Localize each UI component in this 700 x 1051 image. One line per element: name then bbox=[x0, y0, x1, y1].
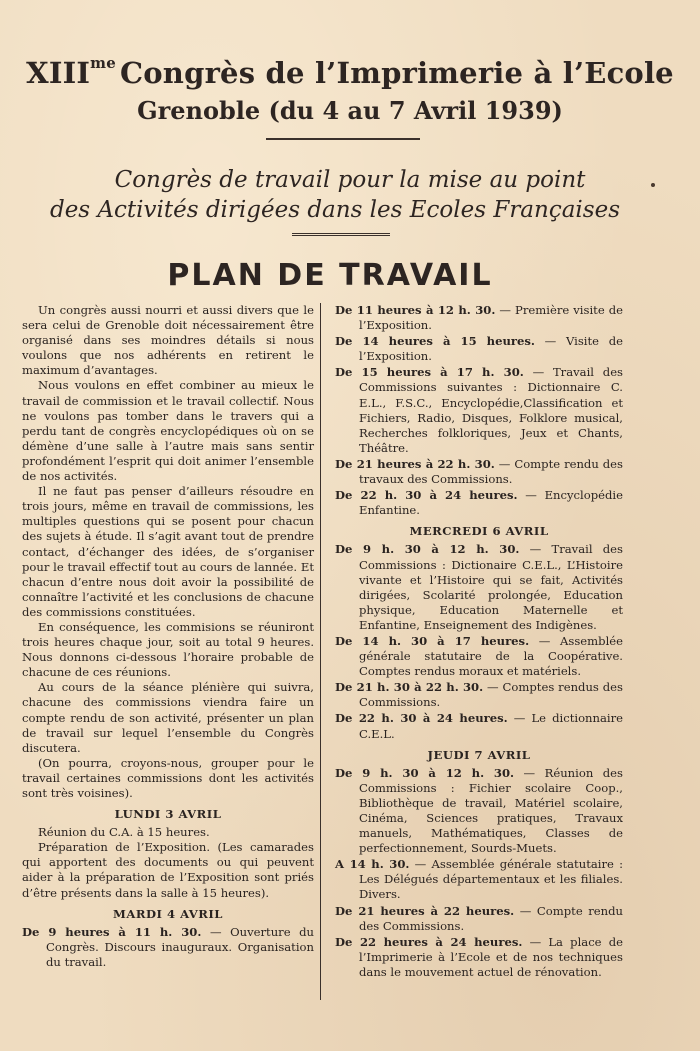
intro-paragraph: Il ne faut pas penser d’ailleurs résoudre en trois jours, même en travail de commissions, les multiples questions qui se posent pour chacun des sujets à étude. Il s’agit avant tout de prendre contact, d’échanger des idées, de s’organiser pour le travail effectif tout au cours de lannée. Et chacun d’entre nous doit avoir la possibilité de connaître l’activité et les conclusions de chacune des commissions constituées. bbox=[22, 484, 314, 619]
entry-text: — Visite de l’Exposition. bbox=[359, 334, 624, 364]
entry-text: — Réunion des Commissions : Fichier scolaire Coop., Bibliothèque de travail, Matériel scolaire, Cinéma, Sciences pratiques, Travaux manuels, Mathématiques, Classes de perfectionnement, Sourds-Muets. bbox=[359, 765, 623, 856]
entry-text: — Assemblée générale statutaire de la Coopérative. Comptes rendus moraux et matériels. bbox=[359, 633, 624, 679]
schedule-entry bbox=[22, 925, 314, 970]
tagline-divider bbox=[292, 233, 390, 236]
day-heading-lundi: LUNDI 3 AVRIL bbox=[114, 807, 222, 822]
right-column bbox=[335, 303, 623, 981]
schedule-entry bbox=[335, 857, 623, 902]
congress-place-dates: Grenoble (du 4 au 7 Avril 1939) bbox=[137, 96, 563, 125]
entry-time: De 21 heures à 22 heures. bbox=[335, 903, 515, 918]
lundi-line: Préparation de l’Exposition. (Les camarades qui apportent des documents ou qui peuvent aider à la préparation de l’Exposition sont priés d’être présents dans la salle à 15 heures). bbox=[22, 840, 314, 900]
tagline-line-1: Congrès de travail pour la mise au point bbox=[114, 167, 586, 193]
entry-time: De 9 h. 30 à 12 h. 30. bbox=[335, 542, 520, 557]
entry-time: De 9 heures à 11 h. 30. bbox=[22, 924, 202, 939]
entry-text: — Première visite de l’Exposition. bbox=[359, 303, 623, 333]
schedule-entry bbox=[335, 488, 623, 518]
schedule-entry bbox=[335, 365, 623, 456]
entry-time: De 15 heures à 17 h. 30. bbox=[335, 365, 524, 380]
schedule-entry bbox=[335, 904, 623, 934]
entry-time: De 9 h. 30 à 12 h. 30. bbox=[335, 765, 515, 780]
margin-dot bbox=[651, 183, 655, 187]
entry-text: — Compte rendu des travaux des Commissions. bbox=[359, 456, 623, 487]
entry-text: — Compte rendu des Commissions. bbox=[359, 903, 623, 933]
day-heading-mardi: MARDI 4 AVRIL bbox=[113, 906, 223, 921]
intro-paragraph: Nous voulons en effet combiner au mieux le travail de commission et le travail collectif. Nous ne voulons pas tomber dans le travers qui a perdu tant de congrès encyclopédiques où on se démène d’une salle à l’autre mais sans sentir profondément l’esprit qui doit animer l’ensemble de nos activités. bbox=[22, 378, 314, 484]
schedule-entry bbox=[335, 634, 623, 679]
schedule-entry bbox=[335, 766, 623, 857]
lundi-line: Réunion du C.A. à 15 heures. bbox=[38, 825, 210, 840]
entry-text: — Travail des Commissions : Dictionaire C.E.L., L’Histoire vivante et l’Histoire qui se fait, Activités dirigées, Scolarité prolongée, Education physique, Education Maternelle et Enfantine, Enseignement des Indigènes. bbox=[359, 542, 623, 632]
entry-time: De 21 h. 30 à 22 h. 30. bbox=[335, 680, 484, 695]
congress-title bbox=[0, 56, 700, 90]
entry-time: De 14 h. 30 à 17 heures. bbox=[335, 633, 530, 648]
entry-text: — Assemblée générale statutaire : Les Délégués départementaux et les filiales. Divers. bbox=[359, 857, 623, 902]
title-divider bbox=[266, 138, 420, 140]
entry-text: — Encyclopédie Enfantine. bbox=[359, 488, 623, 518]
plan-heading: PLAN DE TRAVAIL bbox=[167, 258, 493, 293]
schedule-entry bbox=[335, 935, 623, 980]
intro-paragraph: Au cours de la séance plénière qui suivra, chacune des commissions viendra faire un compte rendu de son activité, présenter un plan de travail sur lequel l’ensemble du Congrès discutera. bbox=[22, 680, 314, 755]
entry-time: De 22 h. 30 à 24 heures. bbox=[335, 711, 508, 726]
entry-text: — Travail des Commissions suivantes : Dictionnaire C. E.L., F.S.C., Encyclopédie,Classification et Fichiers, Radio, Disques, Folklore musical, Recherches folkloriques, Jeux et Chants, Théâtre. bbox=[359, 365, 624, 455]
day-heading-mercredi: MERCREDI 6 AVRIL bbox=[409, 524, 549, 539]
entry-text: — La place de l’Imprimerie à l’Ecole et de nos techniques dans le mouvement actuel de rénovation. bbox=[359, 934, 624, 979]
schedule-entry bbox=[335, 711, 623, 741]
title-ordinal-suffix: me bbox=[90, 54, 116, 73]
entry-time: A 14 h. 30. bbox=[335, 857, 410, 872]
entry-time: De 22 h. 30 à 24 heures. bbox=[335, 488, 518, 503]
intro-paragraph: Un congrès aussi nourri et aussi divers que le sera celui de Grenoble doit nécessairement être organisé dans ses moindres détails si nous voulons que nos adhérents en retirent le maximum d’avantages. bbox=[22, 303, 314, 378]
schedule-entry bbox=[335, 680, 623, 710]
entry-time: De 14 heures à 15 heures. bbox=[335, 334, 535, 349]
schedule-entry bbox=[335, 542, 623, 633]
title-ordinal: XIII bbox=[26, 56, 91, 90]
schedule-entry bbox=[335, 303, 623, 333]
tagline-line-2: des Activités dirigées dans les Ecoles Françaises bbox=[49, 197, 621, 223]
column-divider bbox=[320, 303, 321, 1000]
entry-time: De 21 heures à 22 h. 30. bbox=[335, 456, 495, 471]
entry-text: — Le dictionnaire C.E.L. bbox=[359, 711, 624, 741]
day-heading-jeudi: JEUDI 7 AVRIL bbox=[427, 747, 531, 762]
left-column bbox=[22, 303, 314, 971]
entry-time: De 11 heures à 12 h. 30. bbox=[335, 303, 496, 317]
intro-paragraph: En conséquence, les commisions se réuniront trois heures chaque jour, soit au total 9 heures. Nous donnons ci-dessous l’horaire probable de chacune de ces réunions. bbox=[22, 619, 314, 680]
intro-paragraph: (On pourra, croyons-nous, grouper pour le travail certaines commissions dont les activités sont très voisines). bbox=[22, 755, 314, 800]
schedule-entry bbox=[335, 334, 623, 364]
entry-text: — Comptes rendus des Commissions. bbox=[359, 680, 623, 710]
schedule-entry bbox=[335, 457, 623, 487]
entry-time: De 22 heures à 24 heures. bbox=[335, 934, 523, 949]
title-main: Congrès de l’Imprimerie à l’Ecole bbox=[119, 56, 674, 90]
entry-text: — Ouverture du Congrès. Discours inauguraux. Organisation du travail. bbox=[46, 924, 314, 969]
